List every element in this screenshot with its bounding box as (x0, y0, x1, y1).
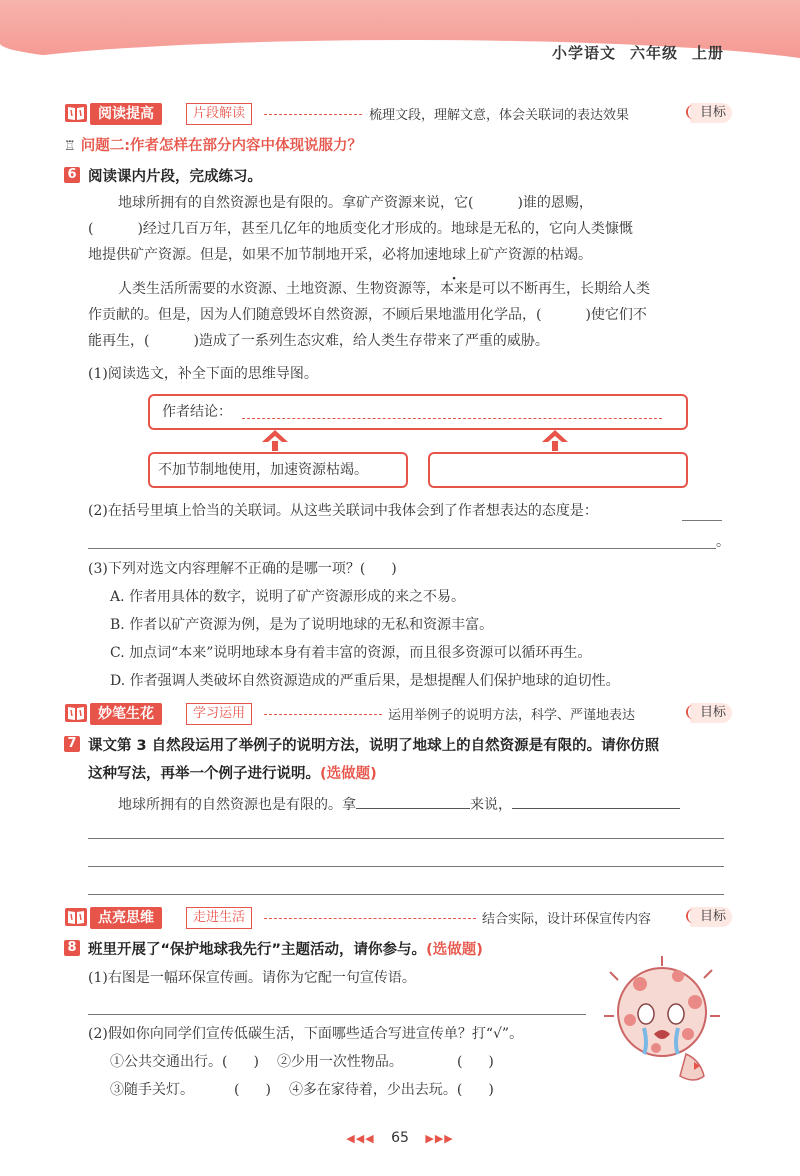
option-b[interactable]: B. 作者以矿产资源为例，是为了说明地球的无私和资源丰富。 (110, 617, 494, 633)
question-number: 6 (64, 167, 80, 183)
passage-line: 地球所拥有的自然资源也是有限的。拿矿产资源来说，它( )谁的恩赐， (118, 195, 593, 211)
prev-arrows-icon: ◀◀◀ (346, 1132, 375, 1145)
goal-label: 目标 (690, 103, 732, 123)
section-thinking-header (64, 906, 732, 930)
optional-tag: (选做题) (426, 942, 483, 958)
book-icon (64, 702, 88, 724)
blank[interactable] (356, 794, 470, 809)
header-volume: 上册 (691, 44, 724, 62)
section-subtitle: 片段解读 (186, 103, 252, 125)
header-title (538, 42, 724, 63)
answer-line[interactable] (682, 520, 722, 521)
divider (264, 114, 362, 115)
crying-earth-illustration (600, 950, 730, 1090)
footer (0, 1130, 800, 1146)
question-topic (64, 134, 362, 155)
answer-line[interactable] (88, 838, 724, 839)
passage-line: ( )经过几百万年，甚至几亿年的地质变化才形成的。地球是无私的，它向人类慷慨 (88, 221, 633, 237)
blank[interactable] (512, 794, 680, 809)
subquestion-2: (2)假如你向同学们宣传低碳生活，下面哪些适合写进宣传单？打“√”。 (88, 1026, 524, 1042)
emphasized-word: 本来 (440, 281, 468, 297)
question-line: 课文第 3 自然段运用了举例子的说明方法，说明了地球上的自然资源是有限的。请你仿照 (88, 738, 660, 754)
question-title: 阅读课内片段，完成练习。 (88, 169, 262, 185)
subquestion-1: (1)右图是一幅环保宣传画。请你为它配一句宣传语。 (88, 970, 416, 986)
answer-line[interactable] (88, 1014, 586, 1015)
mindmap-arrow-icon (540, 430, 570, 452)
section-title: 点亮思维 (90, 907, 162, 929)
checklist-row: ③随手关灯。 ( ) ④多在家待着，少出去玩。( ) (110, 1082, 494, 1098)
mindmap-right-box[interactable] (428, 452, 688, 488)
writing-starter: 地球所拥有的自然资源也是有限的。拿 来说， (118, 794, 680, 815)
section-writing-header (64, 702, 732, 726)
mindmap-left-text: 不加节制地使用，加速资源枯竭。 (158, 462, 368, 478)
mindmap-arrow-icon (260, 430, 290, 452)
divider (264, 714, 382, 715)
goal-text: 结合实际，设计环保宣传内容 (482, 912, 652, 927)
question-topic-text: 问题二:作者怎样在部分内容中体现说服力？ (80, 138, 363, 154)
question-lamp-icon: ♖ (64, 139, 76, 154)
header-subject: 小学语文 (551, 44, 616, 62)
passage-line: 地提供矿产资源。但是，如果不加节制地开采，必将加速地球上矿产资源的枯竭。 (88, 247, 592, 263)
mindmap-left-box (148, 452, 408, 488)
answer-line[interactable] (88, 866, 724, 867)
passage-line: 人类生活所需要的水资源、土地资源、生物资源等，本来是可以不断再生，长期给人类 (118, 281, 650, 297)
option-d[interactable]: D. 作者强调人类破坏自然资源造成的严重后果，是想提醒人们保护地球的迫切性。 (110, 673, 620, 689)
goal-label: 目标 (690, 907, 732, 927)
question-title: 班里开展了“保护地球我先行”主题活动，请你参与。(选做题) (88, 942, 483, 958)
page-number: 65 (391, 1130, 409, 1146)
mindmap-conclusion-label: 作者结论： (162, 404, 232, 420)
answer-line[interactable] (88, 548, 716, 549)
subquestion-2: (2)在括号里填上恰当的关联词。从这些关联词中我体会到了作者想表达的态度是： (88, 503, 598, 519)
goal-text: 梳理文段，理解文意，体会关联词的表达效果 (369, 108, 630, 123)
passage-line: 作贡献的。但是，因为人们随意毁坏自然资源，不顾后果地滥用化学品，( )使它们不 (88, 307, 647, 323)
goal-text: 运用举例子的说明方法，科学、严谨地表达 (388, 708, 636, 723)
section-subtitle: 走进生活 (186, 907, 252, 929)
section-title: 妙笔生花 (90, 703, 162, 725)
mindmap-conclusion-box (148, 394, 688, 430)
answer-line[interactable] (88, 894, 724, 895)
subquestion-3: (3)下列对选文内容理解不正确的是哪一项？( ) (88, 561, 397, 577)
option-c[interactable]: C. 加点词“本来”说明地球本身有着丰富的资源，而且很多资源可以循环再生。 (110, 645, 592, 661)
subquestion-1: (1)阅读选文，补全下面的思维导图。 (88, 366, 318, 382)
passage-line: 能再生，( )造成了一系列生态灾难，给人类生存带来了严重的威胁。 (88, 333, 549, 349)
divider (264, 918, 476, 919)
option-a[interactable]: A. 作者用具体的数字，说明了矿产资源形成的来之不易。 (110, 589, 466, 605)
section-reading-header (64, 102, 732, 126)
next-arrows-icon: ▶▶▶ (425, 1132, 454, 1145)
optional-tag: (选做题) (320, 766, 377, 782)
section-subtitle: 学习运用 (186, 703, 252, 725)
book-icon (64, 102, 88, 124)
checklist-row: ①公共交通出行。( ) ②少用一次性物品。 ( ) (110, 1054, 494, 1070)
header-grade: 六年级 (629, 44, 678, 62)
answer-line[interactable] (242, 418, 662, 419)
book-icon (64, 906, 88, 928)
period-mark: 。 (716, 534, 730, 550)
goal-label: 目标 (690, 703, 732, 723)
question-number: 8 (64, 940, 80, 956)
question-line: 这种写法，再举一个例子进行说明。(选做题) (88, 766, 377, 782)
section-title: 阅读提高 (90, 103, 162, 125)
question-number: 7 (64, 736, 80, 752)
